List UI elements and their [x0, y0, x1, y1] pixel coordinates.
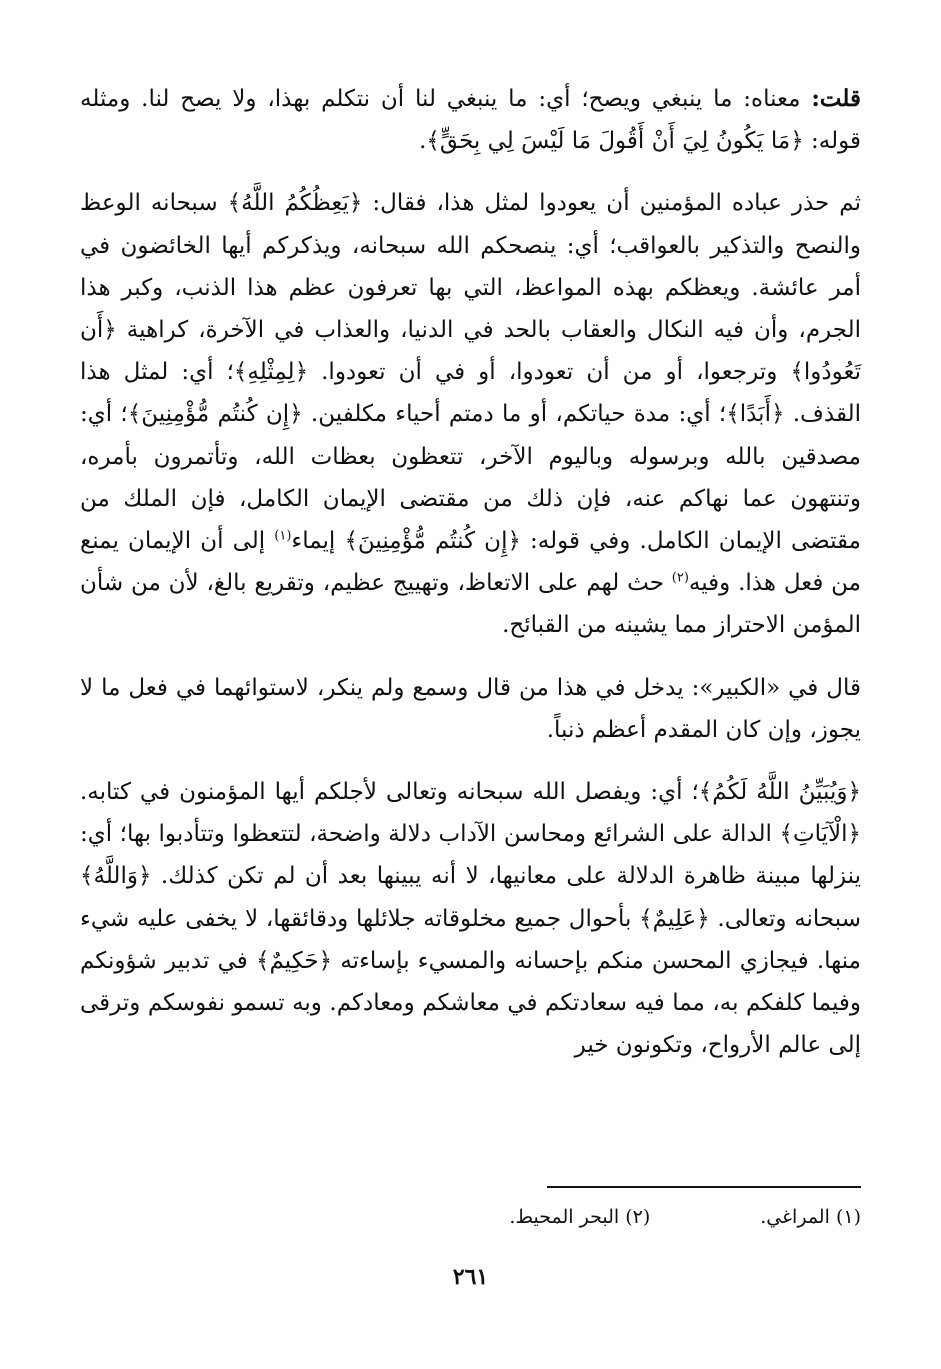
quran-quote: ﴿ حَكِيمٌ ﴾: [256, 948, 332, 974]
footnote-text: المراغي.: [760, 1206, 830, 1228]
quran-quote: ﴿ يَعِظُكُمُ اللَّهُ ﴾: [228, 190, 363, 216]
text-run: ثم حذر عباده المؤمنين أن يعودوا لمثل هذا، فقال:: [362, 190, 861, 217]
quran-quote: ﴿ الْآيَاتِ ﴾: [779, 821, 861, 847]
text-run: إلى أن الإيمان يمنع من فعل هذا. وفيه: [80, 528, 861, 597]
text-run: ؛ أي: لمثل هذا القذف.: [80, 359, 862, 428]
page-number: ٢٦١: [452, 1264, 489, 1290]
text-run: وترجعوا، أو من أن تعودوا، أو في أن تعودوا.: [308, 359, 791, 386]
quran-quote: ﴿ إِن كُنتُم مُّؤْمِنِينَ ﴾: [128, 401, 303, 427]
quran-quote: ﴿ لِمِثْلِهِ ﴾: [234, 359, 308, 385]
footnote-ref: (١): [274, 528, 292, 544]
quran-quote: ﴿ وَاللَّهُ ﴾: [80, 863, 151, 889]
text-run: في تدبير شؤونكم وفيما كلفكم به، مما فيه سعادتكم في معاشكم ومعادكم. وبه تسمو نفوسكم وترقى إلى عالم الأرواح، وتكونون خير: [80, 947, 861, 1059]
quran-quote: ﴿ مَا يَكُونُ لِيَ أَنْ أَقُولَ مَا لَيْسَ لِي بِحَقٍّ ﴾: [426, 128, 803, 154]
text-run: بأحوال جميع مخلوقاته جلائلها ودقائقها، لا يخفى عليه شيء منها. فيجازي المحسن منكم بإحسانه والمسيء بإساءته: [80, 905, 861, 974]
footnote-item: [760, 1203, 861, 1231]
paragraph-lead: قلت:: [811, 85, 861, 112]
text-run: معناه: ما ينبغي ويصح؛ أي: ما ينبغي لنا أن نتكلم بهذا، ولا يصح لنا. ومثله قوله:: [80, 86, 861, 155]
text-run: الدالة على الشرائع ومحاسن الآداب دلالة واضحة، لتتعظوا وتتأدبوا بها؛ أي: ينزلها مبينة ظاهرة الدلالة على معانيها، لا أنه يبينها بعد أن لم تكن كذلك.: [80, 821, 861, 890]
text-run: إيماء: [291, 528, 345, 555]
footnote-number: (١): [835, 1206, 861, 1228]
footnote-divider: [547, 1186, 861, 1188]
quran-quote: ﴿ عَلِيمٌ ﴾: [639, 906, 710, 932]
quran-quote: ﴿ إِن كُنتُم مُّؤْمِنِينَ ﴾: [344, 528, 521, 554]
quran-quote: ﴿ أَبَدًا ﴾: [726, 401, 784, 427]
quran-quote: ﴿ وَيُبَيِّنُ اللَّهُ لَكُمُ ﴾: [699, 779, 861, 805]
paragraph-1: [80, 78, 861, 162]
text-run: سبحانه الوعظ والنصح والتذكير بالعواقب؛ أي: ينصحكم الله سبحانه، ويذكركم أيها الخائضون في أمر عائشة. ويعظكم بهذه المواعظ، التي بها تعرفون عظم هذا الذنب، وكبر هذا الجرم، وأن فيه النكال والعقاب بالحد في الدنيا، والعذاب في الآخرة، كراهية: [80, 190, 861, 344]
footnote-ref: (٢): [671, 570, 689, 586]
text-run: ؛ أي: ويفصل الله سبحانه وتعالى لأجلكم أيها المؤمنون في كتابه.: [80, 779, 699, 806]
footnotes: [261, 1203, 861, 1231]
text-run: ؛ أي: مدة حياتكم، أو ما دمتم أحياء مكلفين.: [302, 401, 727, 428]
text-run: ؛ أي: مصدقين بالله وبرسوله وباليوم الآخر، تتعظون بعظات الله، وتأتمرون بأمره، وتنتهون عما نهاكم عنه، فإن ذلك من مقتضى الإيمان الكامل، فإن الملك من مقتضى الإيمان الكامل. وفي قوله:: [80, 401, 861, 555]
text-run: حث لهم على الاتعاظ، وتهييج عظيم، وتقريع بالغ، لأن من شأن المؤمن الاحتراز مما يشينه من القبائح.: [80, 570, 861, 639]
text-run: سبحانه وتعالى.: [709, 905, 861, 932]
paragraph-3: [80, 667, 861, 751]
footnote-item: [509, 1203, 650, 1231]
text-run: .: [419, 128, 427, 155]
text-run: قال في «الكبير»: يدخل في هذا من قال وسمع ولم ينكر، لاستوائهما في فعل ما لا يجوز، وإن كان المقدم أعظم ذنباً.: [80, 674, 861, 743]
quran-quote: ﴿ أَن تَعُودُوا ﴾: [80, 317, 861, 385]
footnote-number: (٢): [625, 1206, 651, 1228]
footnote-text: البحر المحيط.: [509, 1206, 620, 1228]
paragraph-2: [80, 182, 861, 646]
page-body: [80, 78, 861, 1066]
paragraph-4: [80, 771, 861, 1066]
